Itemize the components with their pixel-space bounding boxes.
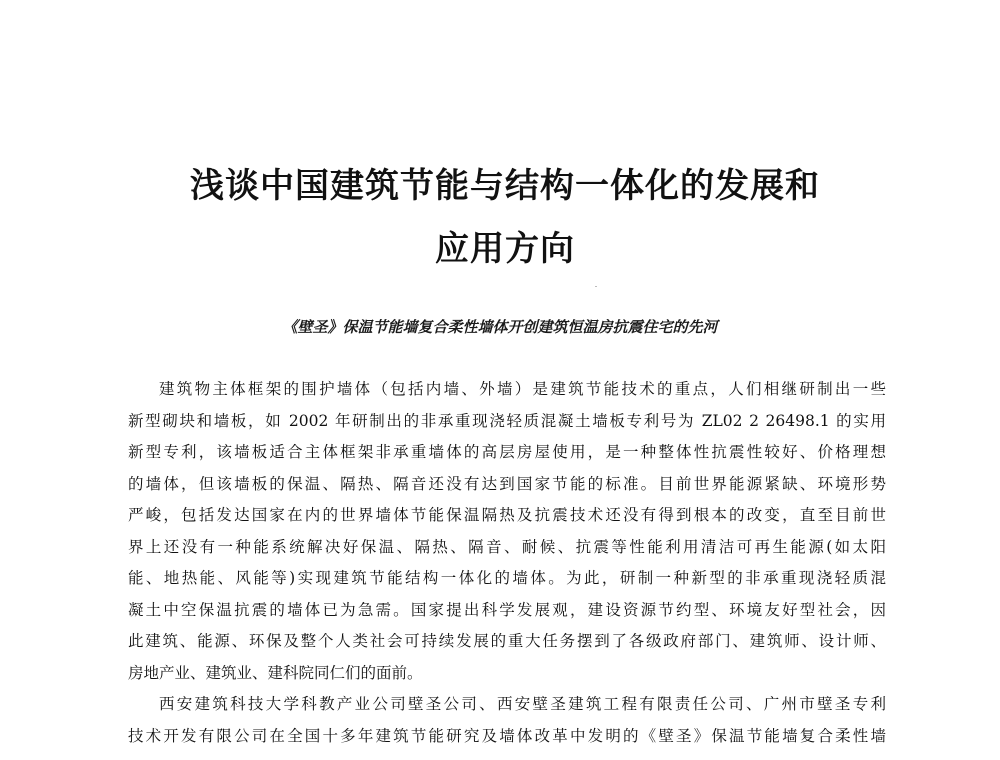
paragraph-line: 房地产业、建筑业、建科院同仁们的面前。 [128,663,423,682]
paragraph-line: 的墙体，但该墙板的保温、隔热、隔音还没有达到国家节能的标准。目前世界能源紧缺、环境形势 [128,474,886,493]
article-subtitle: 《壁圣》保温节能墙复合柔性墙体开创建筑恒温房抗震住宅的先河 [282,318,718,336]
scan-speck [595,286,597,287]
body-paragraph-1 [128,374,886,689]
paragraph-line: 界上还没有一种能系统解决好保温、隔热、隔音、耐候、抗震等性能利用清洁可再生能源(如太阳 [128,537,886,556]
paragraph-line: 西安建筑科技大学科教产业公司壁圣公司、西安壁圣建筑工程有限责任公司、广州市壁圣专利 [159,695,886,713]
body-paragraph-2 [128,689,886,752]
article-title-line-2: 应用方向 [435,229,575,269]
paragraph-line: 建筑物主体框架的围护墙体（包括内墙、外墙）是建筑节能技术的重点，人们相继研制出一些 [159,380,886,398]
article-body [128,374,886,752]
paragraph-line: 新型砌块和墙板，如 2002 年研制出的非承重现浇轻质混凝土墙板专利号为 ZL02 2 26498.1 的实用 [128,411,886,430]
article-title-line-1: 浅谈中国建筑节能与结构一体化的发展和 [190,166,820,206]
paragraph-line: 凝土中空保温抗震的墙体已为急需。国家提出科学发展观，建设资源节约型、环境友好型社会，因 [128,600,886,619]
paragraph-line: 新型专利，该墙板适合主体框架非承重墙体的高层房屋使用，是一种整体性抗震性较好、价格理想 [128,443,886,461]
paragraph-line: 严峻，包括发达国家在内的世界墙体节能保温隔热及抗震技术还没有得到根本的改变，直至目前世 [128,506,886,524]
paragraph-line: 能、地热能、风能等)实现建筑节能结构一体化的墙体。为此，研制一种新型的非承重现浇轻质混 [128,569,886,587]
paragraph-line: 此建筑、能源、环保及整个人类社会可持续发展的重大任务摆到了各级政府部门、建筑师、设计师、 [128,632,886,650]
paragraph-line: 技术开发有限公司在全国十多年建筑节能研究及墙体改革中发明的《壁圣》保温节能墙复合柔性墙 [128,726,886,745]
